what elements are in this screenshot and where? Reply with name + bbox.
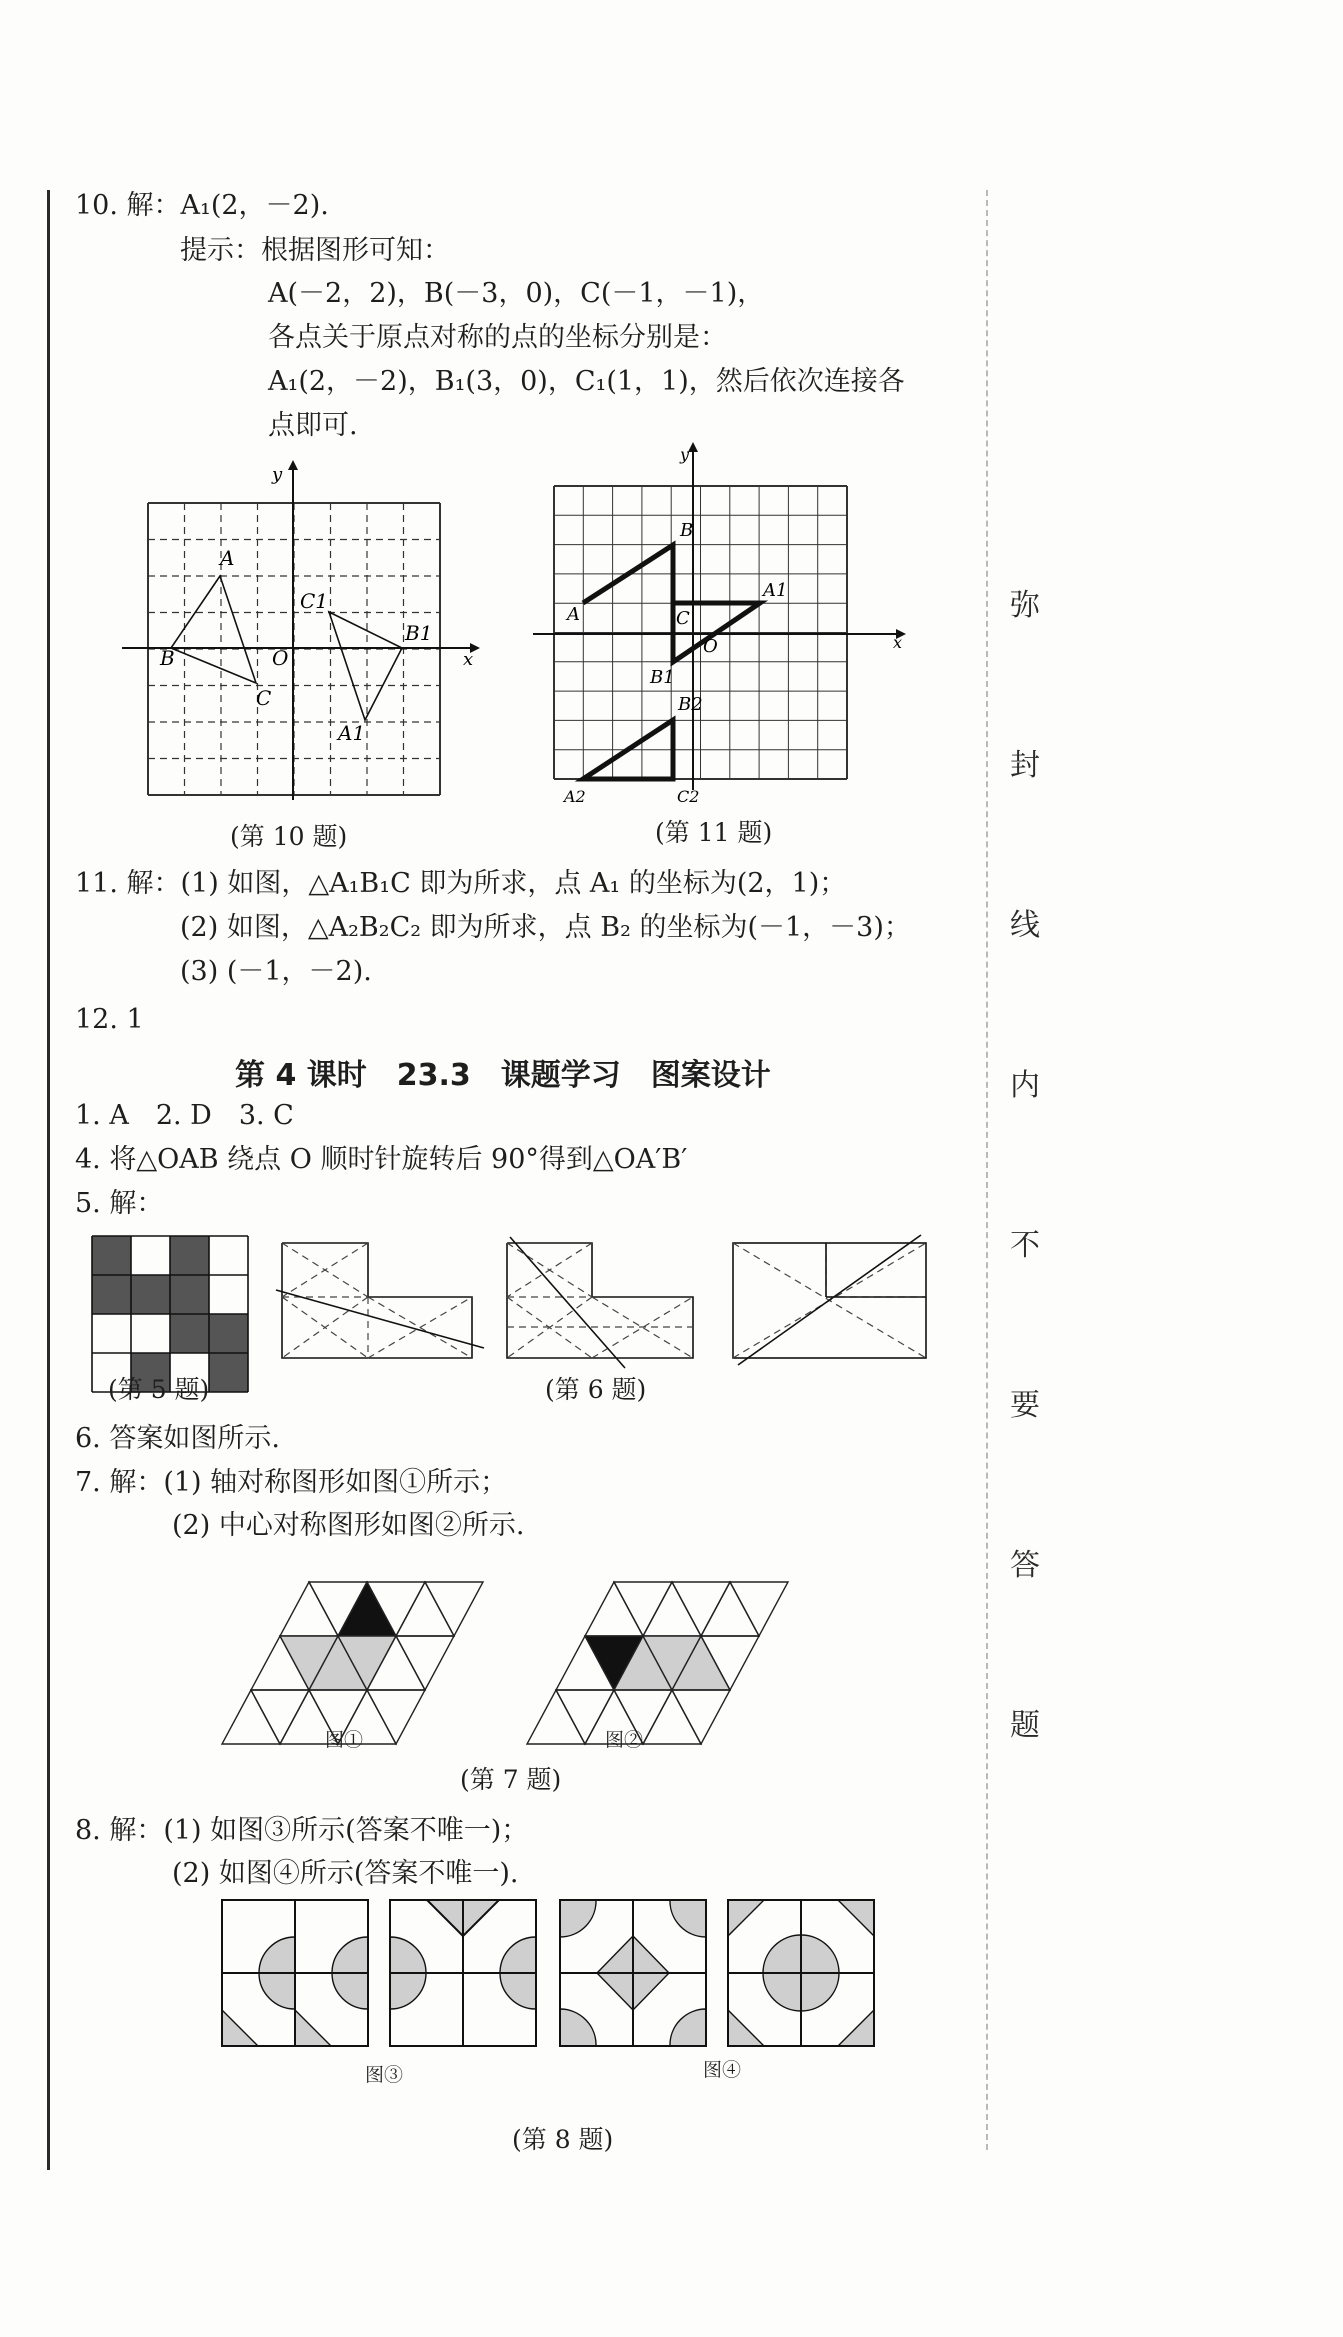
point-label: A (220, 546, 235, 570)
q12-answer: 12. 1 (75, 1004, 144, 1035)
q8-line: (2) 如图④所示(答案不唯一). (172, 1858, 519, 1889)
point-label: B (680, 520, 694, 541)
point-label: C1 (300, 589, 329, 613)
q10-line: A(－2，2)，B(－3，0)，C(－1，－1)， (268, 278, 765, 309)
q10-line: 各点关于原点对称的点的坐标分别是： (268, 322, 727, 353)
figure-8-sub4: 图④ (703, 2059, 742, 2081)
q6-answer: 6. 答案如图所示. (75, 1423, 280, 1454)
point-label: B (160, 646, 175, 670)
point-label: O (703, 636, 718, 657)
q10-hint: 提示：根据图形可知： (180, 235, 450, 266)
point-label: B1 (650, 667, 675, 688)
figure-11-caption: (第 11 题) (655, 818, 773, 847)
point-label: A1 (763, 580, 788, 601)
q1-3-answers: 1. A 2. D 3. C (75, 1100, 294, 1131)
axis-label: x (463, 649, 474, 670)
figure-10-caption: (第 10 题) (230, 822, 348, 851)
axis-label: x (893, 633, 903, 652)
seal-char: 内 (1010, 1068, 1040, 1103)
point-label: A1 (338, 721, 366, 745)
point-label: B1 (405, 621, 433, 645)
q10-line: A₁(2，－2)，B₁(3，0)，C₁(1，1)，然后依次连接各 (268, 366, 905, 397)
point-label: C (676, 608, 690, 629)
figure-6-caption: (第 6 题) (545, 1375, 647, 1404)
q7-answer: 7. 解：(1) 轴对称图形如图①所示； (75, 1467, 508, 1498)
q8-answer: 8. 解：(1) 如图③所示(答案不唯一)； (75, 1815, 529, 1846)
q7-line: (2) 中心对称图形如图②所示. (172, 1510, 525, 1541)
seal-char: 线 (1010, 908, 1040, 943)
figure-7-sub1: 图① (325, 1729, 364, 1751)
seal-char: 弥 (1010, 588, 1040, 623)
section-title: 第 4 课时 23.3 课题学习 图案设计 (235, 1058, 771, 1093)
q4-answer: 4. 将△OAB 绕点 O 顺时针旋转后 90°得到△OA′B′ (75, 1144, 688, 1175)
point-label: O (272, 646, 289, 670)
q10-answer: 10. 解：A₁(2，－2). (75, 190, 329, 221)
seal-char: 封 (1010, 748, 1040, 783)
point-label: A (567, 604, 580, 625)
point-label: C2 (677, 787, 700, 806)
q10-line: 点即可. (268, 410, 358, 441)
axis-label: y (272, 464, 283, 485)
figure-8-sub3: 图③ (365, 2064, 404, 2086)
axis-label: y (680, 445, 690, 464)
figure-8-caption: (第 8 题) (512, 2125, 614, 2154)
q5-answer: 5. 解： (75, 1188, 164, 1219)
point-label: A2 (564, 787, 586, 806)
point-label: C (256, 686, 272, 710)
figure-7-sub2: 图② (605, 1729, 644, 1751)
q11-answer: 11. 解：(1) 如图，△A₁B₁C 即为所求，点 A₁ 的坐标为(2，1)； (75, 868, 847, 899)
seal-char: 题 (1010, 1708, 1040, 1743)
figure-5-caption: (第 5 题) (108, 1375, 210, 1404)
seal-char: 不 (1010, 1228, 1040, 1263)
q11-line: (3) (－1，－2). (180, 956, 372, 987)
point-label: B2 (678, 694, 703, 715)
figure-7-caption: (第 7 题) (460, 1765, 562, 1794)
q11-line: (2) 如图，△A₂B₂C₂ 即为所求，点 B₂ 的坐标为(－1，－3)； (180, 912, 911, 943)
seal-char: 答 (1010, 1548, 1040, 1583)
seal-char: 要 (1010, 1388, 1040, 1423)
